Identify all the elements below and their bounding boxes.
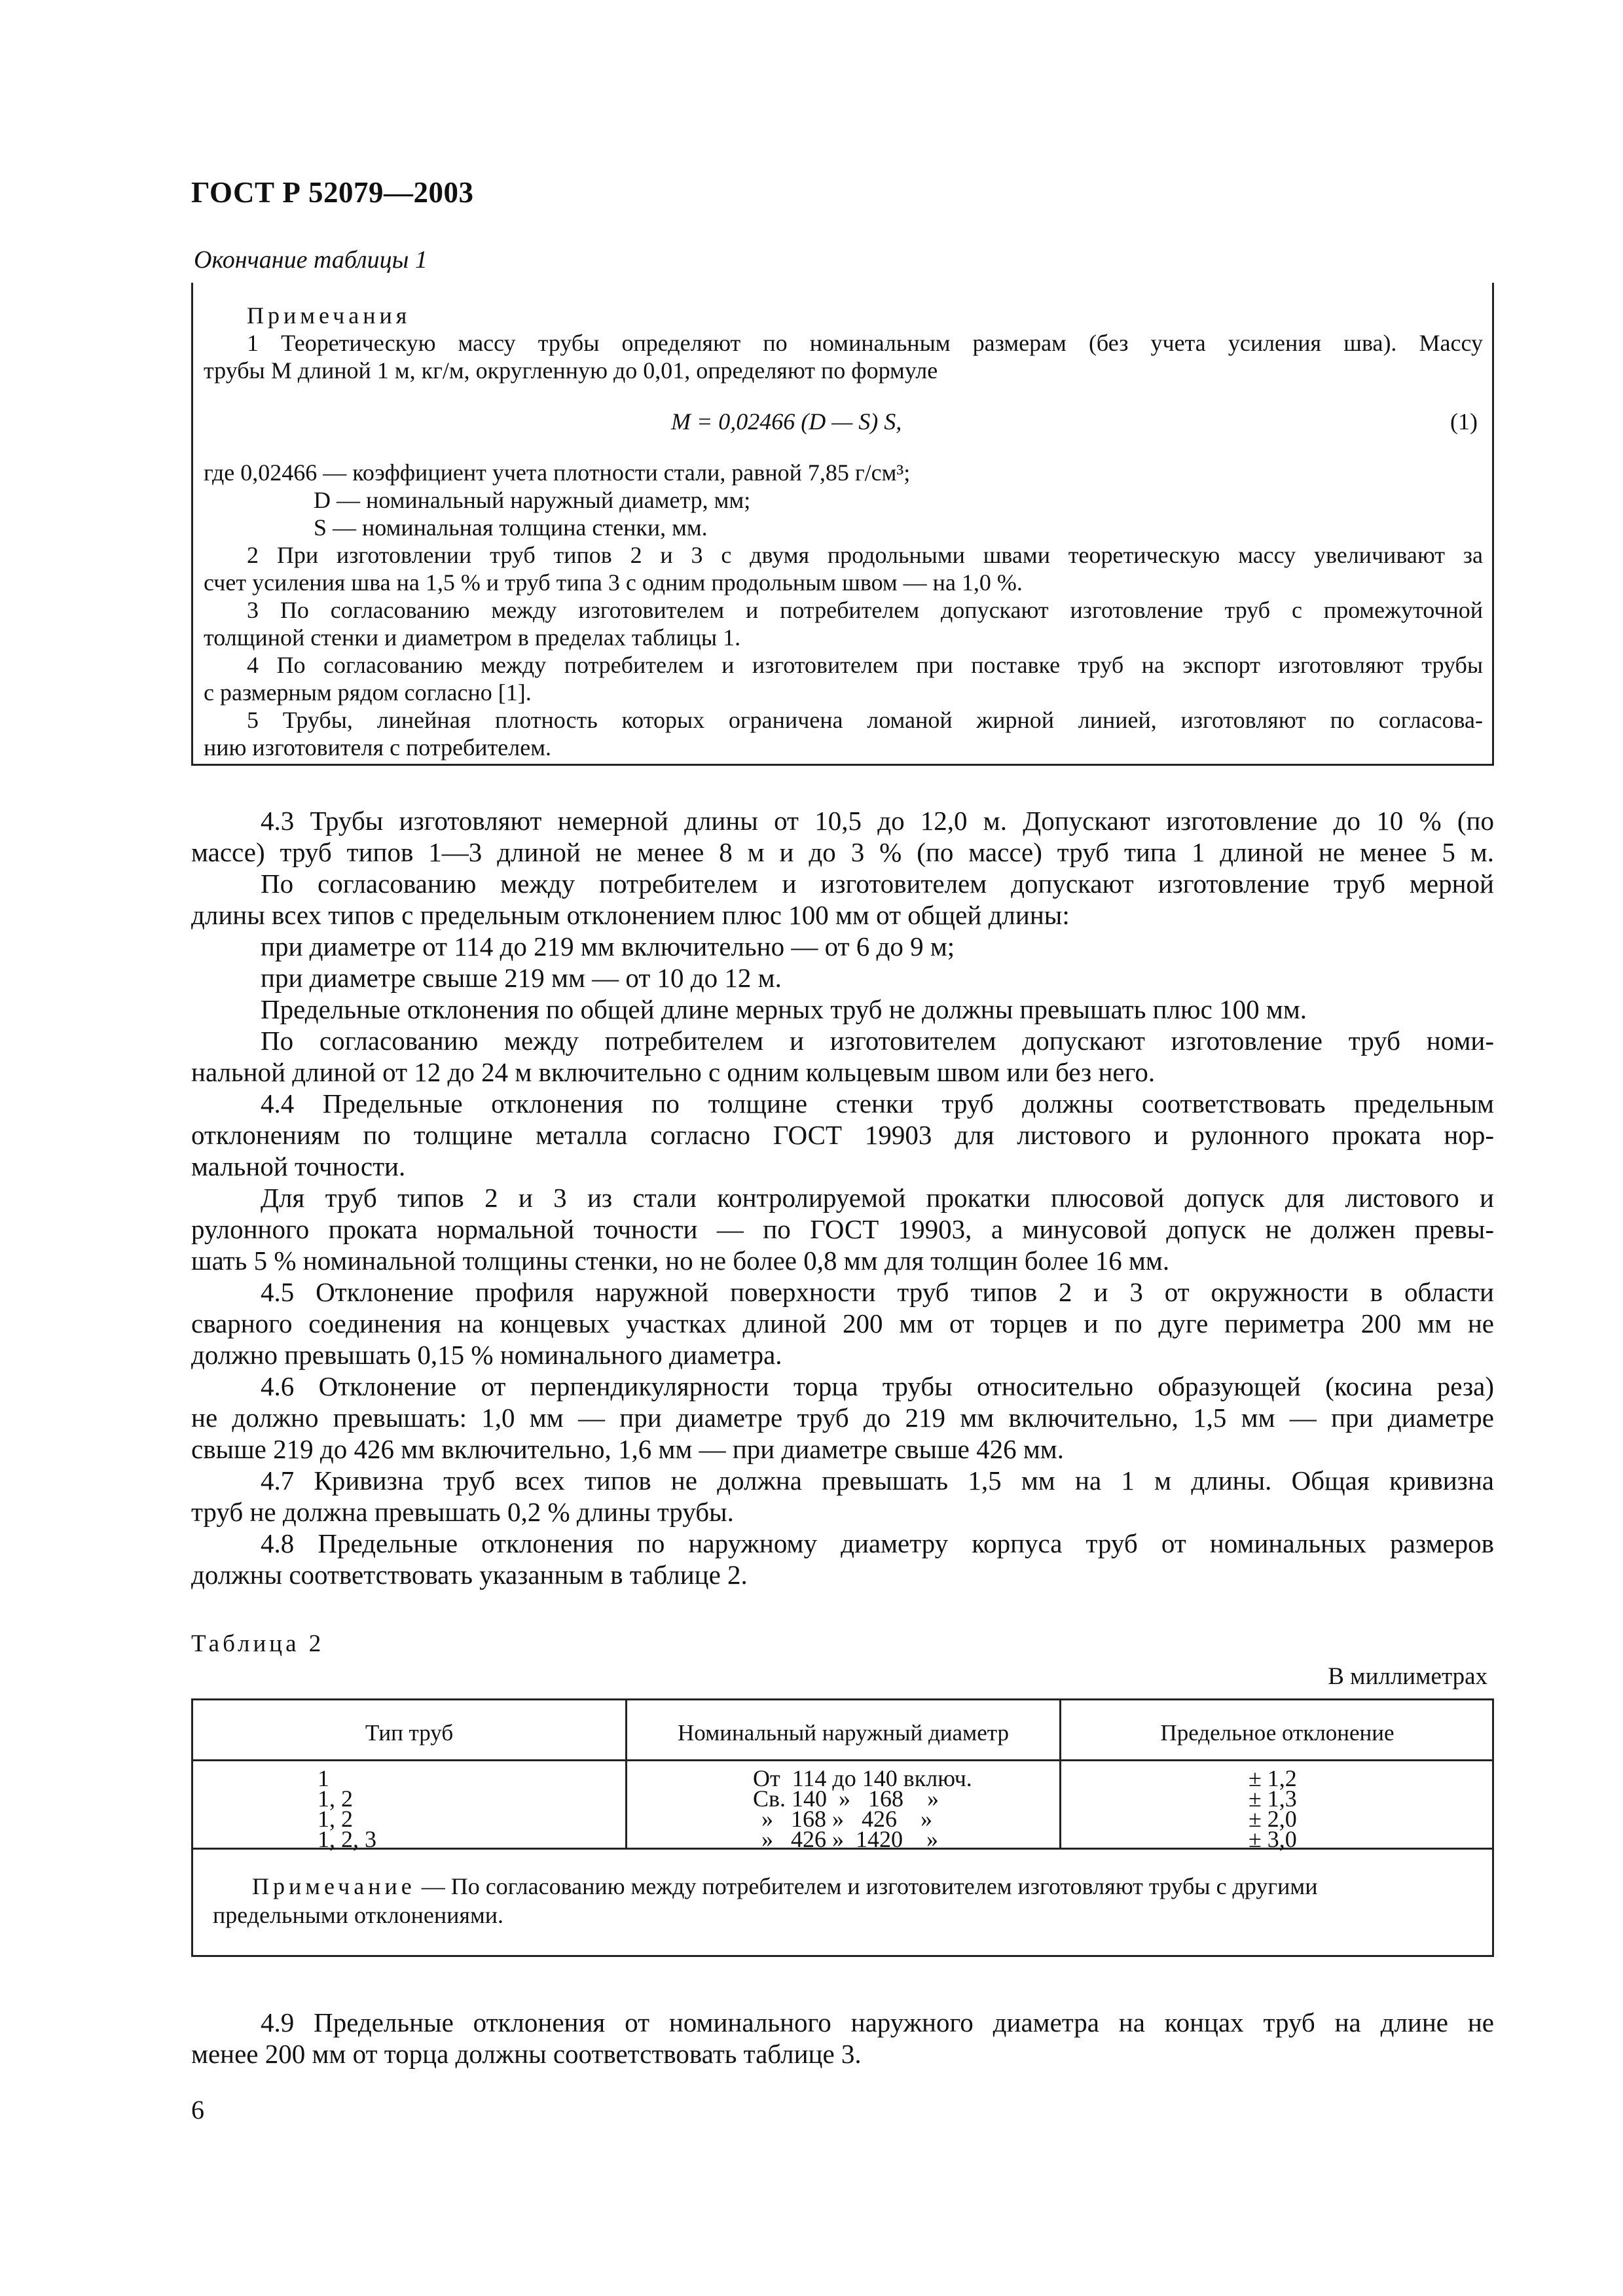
p44-line2: отклонениям по толщине металла согласно ГОСТ 19903 для листового и рулонного проката нор- [191,1120,1494,1150]
where-s: S — номинальная толщина стенки, мм. [314,514,708,541]
where-line: где 0,02466 — коэффициент учета плотности стали, равной 7,85 г/см³; [204,459,911,486]
p44b-line3: шать 5 % номинальной толщины стенки, но не более 0,8 мм для толщин более 16 мм. [191,1246,1170,1276]
table2-cell-diameter: » 168 » 426 » [761,1806,932,1832]
table2-header-divider [193,1759,1492,1761]
p47-line2: труб не должна превышать 0,2 % длины трубы. [191,1497,734,1527]
p44-line1: 4.4 Предельные отклонения по толщине стенки труб должны соответствовать предельным [261,1088,1494,1119]
p46-line3: свыше 219 до 426 мм включительно, 1,6 мм — при диаметре свыше 426 мм. [191,1434,1065,1464]
p43f-line2: нальной длиной от 12 до 24 м включительно с одним кольцевым швом или без него. [191,1057,1156,1087]
p43b-line2: длины всех типов с предельным отклонением плюс 100 мм от общей длины: [191,900,1070,930]
document-header: ГОСТ Р 52079—2003 [191,176,474,209]
p45-line3: должно превышать 0,15 % номинального диаметра. [191,1340,782,1370]
p44b-line1: Для труб типов 2 и 3 из стали контролируемой прокатки плюсовой допуск для листового и [261,1183,1494,1213]
p45-line2: сварного соединения на концевых участках длиной 200 мм от торцев и по дуге периметра 200 мм не [191,1308,1494,1338]
table1-end-caption: Окончание таблицы 1 [194,246,428,274]
table2-note-text: — По согласованию между потребителем и изготовителем изготовляют трубы с другими [415,1873,1318,1899]
note3-line1: 3 По согласованию между изготовителем и потребителем допускают изготовление труб с промежуточной [247,597,1483,623]
p48-line1: 4.8 Предельные отклонения по наружному диаметру корпуса труб от номинальных размеров [261,1528,1494,1558]
table2-cell-type: 1, 2, 3 [318,1826,376,1852]
table2-cell-deviation: ± 2,0 [1249,1806,1297,1832]
page-number: 6 [191,2095,204,2125]
where-d: D — номинальный наружный диаметр, мм; [314,487,751,513]
table2-units: В миллиметрах [1328,1663,1487,1690]
table2-cell-type: 1, 2 [318,1806,353,1832]
note3-line2: толщиной стенки и диаметром в пределах таблицы 1. [204,624,741,651]
p44-line3: мальной точности. [191,1151,406,1181]
table2-cell-deviation: ± 3,0 [1249,1826,1297,1852]
table2-cell-diameter: Св. 140 » 168 » [753,1785,939,1812]
p46-line2: не должно превышать: 1,0 мм — при диаметре труб до 219 мм включительно, 1,5 мм — при диаметре [191,1403,1494,1433]
table2-note-label: Примечание [252,1873,416,1899]
p46-line1: 4.6 Отклонение от перпендикулярности торца трубы относительно образующей (косина реза) [261,1371,1494,1401]
formula: M = 0,02466 (D — S) S, [671,408,902,435]
table2-cell-diameter: От 114 до 140 включ. [753,1765,972,1791]
p43f-line1: По согласованию между потребителем и изготовителем допускают изготовление труб номи- [261,1026,1494,1056]
note5-line1: 5 Трубы, линейная плотность которых ограничена ломаной жирной линией, изготовляют по согласова- [247,707,1483,733]
p47-line1: 4.7 Кривизна труб всех типов не должна превышать 1,5 мм на 1 м длины. Общая кривизна [261,1465,1494,1496]
formula-number: (1) [1450,408,1478,435]
note1-line2: трубы М длиной 1 м, кг/м, округленную до 0,01, определяют по формуле [204,357,938,384]
note5-line2: нию изготовителя с потребителем. [204,734,551,761]
p49-line2: менее 200 мм от торца должны соответствовать таблице 3. [191,2039,862,2069]
note2-line1: 2 При изготовлении труб типов 2 и 3 с двумя продольными швами теоретическую массу увеличивают за [247,542,1483,568]
table2-header-diameter: Номинальный наружный диаметр [678,1720,1009,1746]
table2-note-line1 [213,1872,1317,1901]
note2-line2: счет усиления шва на 1,5 % и труб типа 3 с одним продольным швом — на 1,0 %. [204,569,1023,596]
p48-line2: должны соответствовать указанным в таблице 2. [191,1560,748,1590]
table2-header-type: Тип труб [365,1720,454,1746]
p43-line1: 4.3 Трубы изготовляют немерной длины от 10,5 до 12,0 м. Допускают изготовление до 10 % (по [261,806,1494,836]
table2-cell-deviation: ± 1,2 [1249,1765,1297,1791]
table2-caption: Таблица 2 [191,1630,325,1657]
p43-line2: массе) труб типов 1—3 длиной не менее 8 м и до 3 % (по массе) труб типа 1 длиной не менее 5 м. [191,837,1494,867]
notes-title: Примечания [247,302,411,329]
note4-line1: 4 По согласованию между потребителем и изготовителем при поставке труб на экспорт изготовляют трубы [247,652,1483,678]
p49-line1: 4.9 Предельные отклонения от номинального наружного диаметра на концах труб на длине не [261,2007,1494,2037]
table2-cell-diameter: » 426 » 1420 » [761,1826,938,1852]
p44b-line2: рулонного проката нормальной точности — по ГОСТ 19903, а минусовой допуск не должен превы- [191,1214,1494,1244]
note4-line2: с размерным рядом согласно [1]. [204,679,532,706]
p43e: Предельные отклонения по общей длине мерных труб не должны превышать плюс 100 мм. [261,994,1307,1024]
table2-note-line2: предельными отклонениями. [213,1902,504,1928]
table2 [191,1698,1494,1957]
note1-line1: 1 Теоретическую массу трубы определяют по номинальным размерам (без учета усиления шва). Массу [247,330,1483,356]
table2-cell-deviation: ± 1,3 [1249,1785,1297,1812]
table2-cell-type: 1 [318,1765,329,1791]
table2-header-deviation: Предельное отклонение [1160,1720,1395,1746]
p45-line1: 4.5 Отклонение профиля наружной поверхности труб типов 2 и 3 от окружности в области [261,1277,1494,1307]
p43d: при диаметре свыше 219 мм — от 10 до 12 м. [261,963,782,993]
table1-notes-box [191,283,1494,766]
p43b-line1: По согласованию между потребителем и изготовителем допускают изготовление труб мерной [261,869,1494,899]
table2-cell-type: 1, 2 [318,1785,353,1812]
p43c: при диаметре от 114 до 219 мм включительно — от 6 до 9 м; [261,931,955,961]
